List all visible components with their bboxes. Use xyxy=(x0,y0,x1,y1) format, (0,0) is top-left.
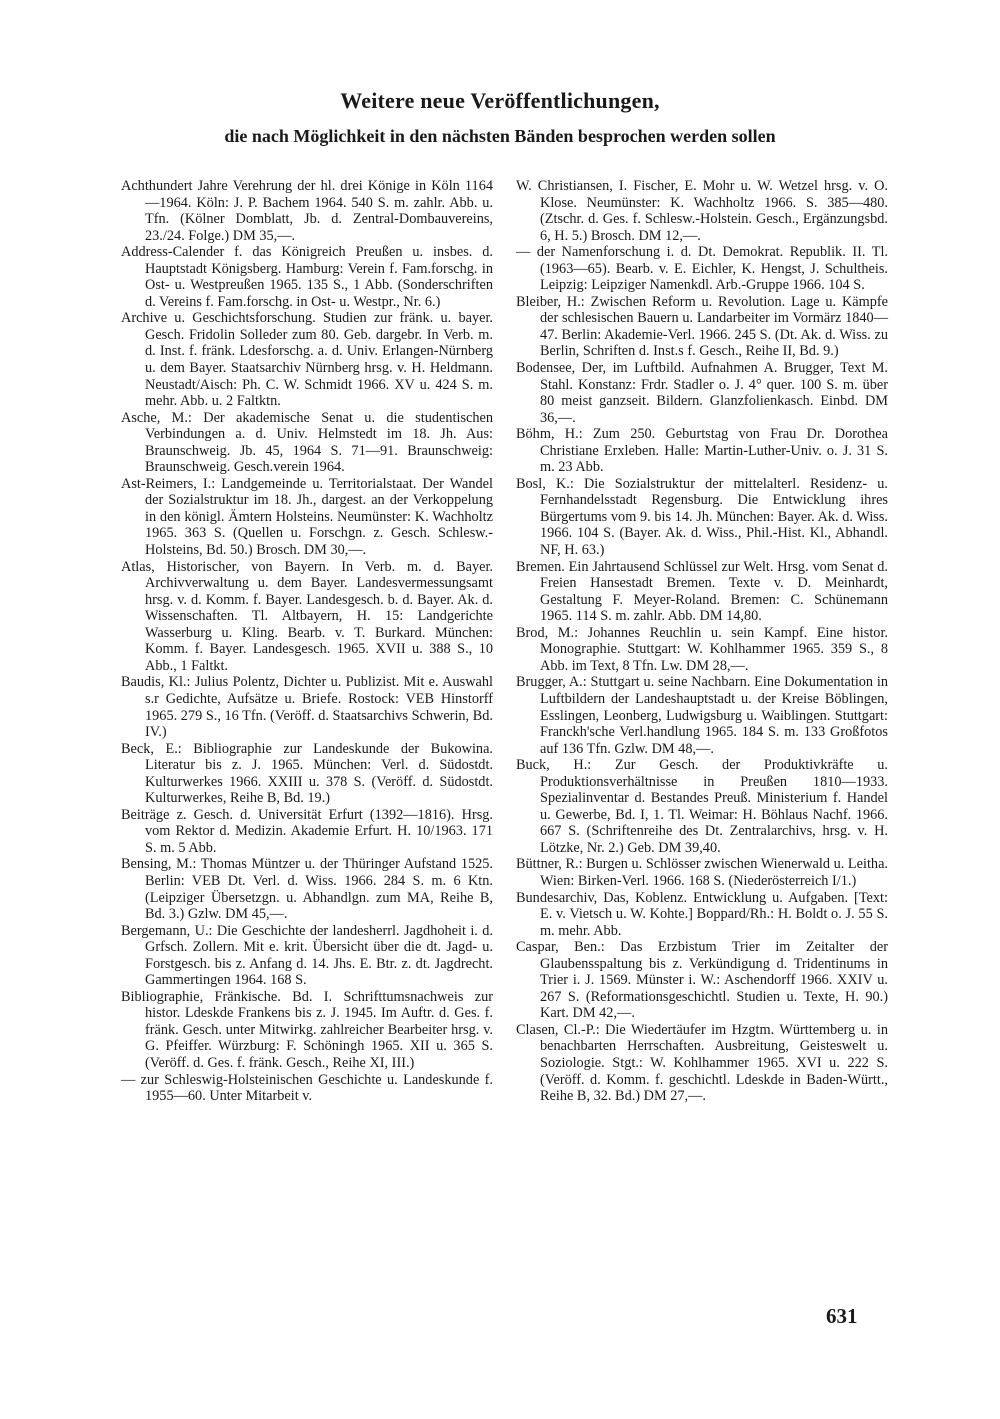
bibliography-entry: Büttner, R.: Burgen u. Schlösser zwischen Wienerwald u. Leitha. Wien: Birken-Verl. 1966. 168 S. (Niederösterreich I/1.) xyxy=(516,856,888,889)
bibliography-entry: Bergemann, U.: Die Geschichte der landesherrl. Jagdhoheit i. d. Grfsch. Zollern. Mit e. krit. Übersicht über die dt. Jagd- u. Forstgesch. bis z. Anfang d. 14. Jhs. E. Btr. z. dt. Jagdrecht. Gammertingen 1964. 168 S. xyxy=(121,922,493,989)
bibliography-entry: Ast-Reimers, I.: Landgemeinde u. Territorialstaat. Der Wandel der Sozialstruktur im 18. Jh., dargest. an der Verkoppelung in den königl. Ämtern Holsteins. Neumünster: K. Wachholtz 1965. 363 S. (Quellen u. Forschgn. z. Gesch. Schlesw.-Holsteins, Bd. 50.) Brosch. DM 30,—. xyxy=(121,475,493,559)
bibliography-entry: Bensing, M.: Thomas Müntzer u. der Thüringer Aufstand 1525. Berlin: VEB Dt. Verl. d. Wiss. 1966. 284 S. m. 6 Ktn. (Leipziger Übersetzgn. u. Abhandlgn. zum MA, Reihe B, Bd. 3.) Gzlw. DM 45,—. xyxy=(121,856,493,923)
bibliography-entry: Baudis, Kl.: Julius Polentz, Dichter u. Publizist. Mit e. Auswahl s.r Gedichte, Aufsätze u. Briefe. Rostock: VEB Hinstorff 1965. 279 S., 16 Tfn. (Veröff. d. Staatsarchivs Schwerin, Bd. IV.) xyxy=(121,674,493,741)
bibliography-entry: Beiträge z. Gesch. d. Universität Erfurt (1392—1816). Hrsg. vom Rektor d. Medizin. Akademie Erfurt. H. 10/1963. 171 S. m. 5 Abb. xyxy=(121,806,493,856)
bibliography-entry: Caspar, Ben.: Das Erzbistum Trier im Zeitalter der Glaubensspaltung bis z. Verkündigung d. Tridentinums in Trier i. J. 1569. Münster i. W.: Aschendorff 1966. XXIV u. 267 S. (Reformationsgeschichtl. Studien u. Texte, H. 90.) Kart. DM 42,—. xyxy=(516,939,888,1022)
bibliography-entry: Beck, E.: Bibliographie zur Landeskunde der Bukowina. Literatur bis z. J. 1965. München: Verl. d. Südostdt. Kulturwerkes 1966. XXIII u. 378 S. (Veröff. d. Südostdt. Kulturwerkes, Reihe B, Bd. 19.) xyxy=(121,740,493,807)
bibliography-entry: Bosl, K.: Die Sozialstruktur der mittelalterl. Residenz- u. Fernhandelsstadt Regensburg. Die Entwicklung ihres Bürgertums vom 9. bis 14. Jh. München: Bayer. Ak. d. Wiss. 1966. 104 S. (Bayer. Ak. d. Wiss., Phil.-Hist. Kl., Abhandl. NF, H. 63.) xyxy=(516,475,888,559)
bibliography-entry: Achthundert Jahre Verehrung der hl. drei Könige in Köln 1164—1964. Köln: J. P. Bachem 1964. 540 S. m. zahlr. Abb. u. Tfn. (Kölner Domblatt, Jb. d. Zentral-Dombauvereins, 23./24. Folge.) DM 35,—. xyxy=(121,178,493,244)
bibliography-entry: Bleiber, H.: Zwischen Reform u. Revolution. Lage u. Kämpfe der schlesischen Bauern u. Landarbeiter im Vormärz 1840—47. Berlin: Akademie-Verl. 1966. 245 S. (Dt. Ak. d. Wiss. zu Berlin, Schriften d. Inst.s f. Gesch., Reihe II, Bd. 9.) xyxy=(516,293,888,360)
bibliography-entry: Böhm, H.: Zum 250. Geburtstag von Frau Dr. Dorothea Christiane Erxleben. Halle: Martin-Luther-Univ. o. J. 31 S. m. 23 Abb. xyxy=(516,426,888,476)
page-title: Weitere neue Veröffentlichungen, xyxy=(340,88,660,113)
bibliography-entry: — der Namenforschung i. d. Dt. Demokrat. Republik. II. Tl. (1963—65). Bearb. v. E. Eichler, K. Hengst, J. Schultheis. Leipzig: Leipziger Namenkdl. Arb.-Gruppe 1966. 104 S. xyxy=(516,244,888,294)
page-subtitle: die nach Möglichkeit in den nächsten Bänden besprochen werden sollen xyxy=(224,126,776,146)
bibliography-entry: Bodensee, Der, im Luftbild. Aufnahmen A. Brugger, Text M. Stahl. Konstanz: Frdr. Stadler o. J. 4° quer. 100 S. m. über 80 meist ganzseit. Bildern. Glanzfolienkasch. Einbd. DM 36,—. xyxy=(516,360,888,426)
bibliography-entry: Clasen, Cl.-P.: Die Wiedertäufer im Hzgtm. Württemberg u. in benachbarten Herrschaften. Ausbreitung, Geisteswelt u. Soziologie. Stgt.: W. Kohlhammer 1965. XVI u. 222 S. (Veröff. d. Komm. f. geschichtl. Ldeskde in Baden-Württ., Reihe B, 32. Bd.) DM 27,—. xyxy=(516,1021,888,1105)
right-column xyxy=(516,178,888,1105)
bibliography-entry: Brugger, A.: Stuttgart u. seine Nachbarn. Eine Dokumentation in Luftbildern der Landeshauptstadt u. der Kreise Böblingen, Esslingen, Leonberg, Ludwigsburg u. Waiblingen. Stuttgart: Franckh'sche Verl.handlung 1965. 184 S. m. 133 Großfotos auf 136 Tfn. Gzlw. DM 48,—. xyxy=(516,674,888,757)
bibliography-entry: Brod, M.: Johannes Reuchlin u. sein Kampf. Eine histor. Monographie. Stuttgart: W. Kohlhammer 1965. 359 S., 8 Abb. im Text, 8 Tfn. Lw. DM 28,—. xyxy=(516,624,888,674)
bibliography-entry: Bundesarchiv, Das, Koblenz. Entwicklung u. Aufgaben. [Text: E. v. Vietsch u. W. Kohte.] Boppard/Rh.: H. Boldt o. J. 55 S. m. mehr. Abb. xyxy=(516,889,888,939)
bibliography-entry: Bremen. Ein Jahrtausend Schlüssel zur Welt. Hrsg. vom Senat d. Freien Hansestadt Bremen. Texte v. D. Meinhardt, Gestaltung F. Meyer-Roland. Bremen: C. Schünemann 1965. 114 S. m. zahlr. Abb. DM 14,80. xyxy=(516,558,888,625)
bibliography-entry-continuation: W. Christiansen, I. Fischer, E. Mohr u. W. Wetzel hrsg. v. O. Klose. Neumünster: K. Wachholtz 1966. S. 385—480. (Ztschr. d. Ges. f. Schlesw.-Holstein. Gesch., Ergänzungsbd. 6, H. 5.) Brosch. DM 12,—. xyxy=(516,178,888,244)
bibliography-entry: Buck, H.: Zur Gesch. der Produktivkräfte u. Produktionsverhältnisse in Preußen 1810—1933. Spezialinventar d. Bestandes Preuß. Ministerium f. Handel u. Gewerbe, Bd. I, 1. Tl. Weimar: H. Böhlaus Nachf. 1966. 667 S. (Schriftenreihe des Dt. Zentralarchivs, hrsg. v. H. Lötzke, Nr. 2.) Geb. DM 39,40. xyxy=(516,757,888,856)
left-column xyxy=(121,178,493,1105)
bibliography-entry: Asche, M.: Der akademische Senat u. die studentischen Verbindungen a. d. Univ. Helmstedt im 18. Jh. Aus: Braunschweig. Jb. 45, 1964 S. 71—91. Braunschweig: Braunschweig. Gesch.verein 1964. xyxy=(121,409,493,476)
bibliography-entry: Bibliographie, Fränkische. Bd. I. Schrifttumsnachweis zur histor. Ldeskde Frankens bis z. J. 1945. Im Auftr. d. Ges. f. fränk. Gesch. unter Mitwirkg. zahlreicher Bearbeiter hrsg. v. G. Pfeiffer. Würzburg: F. Schöningh 1965. XII u. 365 S. (Veröff. d. Ges. f. fränk. Gesch., Reihe XI, III.) xyxy=(121,988,493,1071)
bibliography-entry: Archive u. Geschichtsforschung. Studien zur fränk. u. bayer. Gesch. Fridolin Solleder zum 80. Geb. dargebr. In Verb. m. d. Inst. f. fränk. Ldesforschg. a. d. Univ. Erlangen-Nürnberg u. dem Bayer. Staatsarchiv Nürnberg hrsg. v. H. Heldmann. Neustadt/Aisch: Ph. C. W. Schmidt 1966. XV u. 424 S. m. mehr. Abb. u. 2 Faltktn. xyxy=(121,310,493,410)
bibliography-entry: — zur Schleswig-Holsteinischen Geschichte u. Landeskunde f. 1955—60. Unter Mitarbeit v. xyxy=(121,1071,493,1105)
bibliography-entry: Address-Calender f. das Königreich Preußen u. insbes. d. Hauptstadt Königsberg. Hamburg: Verein f. Fam.forschg. in Ost- u. Westpreußen 1965. 135 S., 1 Abb. (Sonderschriften d. Vereins f. Fam.forschg. in Ost- u. Westpr., Nr. 6.) xyxy=(121,244,493,310)
page-number: 631 xyxy=(826,1304,858,1328)
bibliography-entry: Atlas, Historischer, von Bayern. In Verb. m. d. Bayer. Archivverwaltung u. dem Bayer. Landesvermessungsamt hrsg. v. d. Komm. f. Bayer. Landesgesch. b. d. Bayer. Ak. d. Wissenschaften. Tl. Altbayern, H. 15: Landgerichte Wasserburg u. Kling. Bearb. v. T. Burkard. München: Komm. f. Bayer. Landesgesch. 1965. XVII u. 388 S., 10 Abb., 1 Faltkt. xyxy=(121,558,493,674)
